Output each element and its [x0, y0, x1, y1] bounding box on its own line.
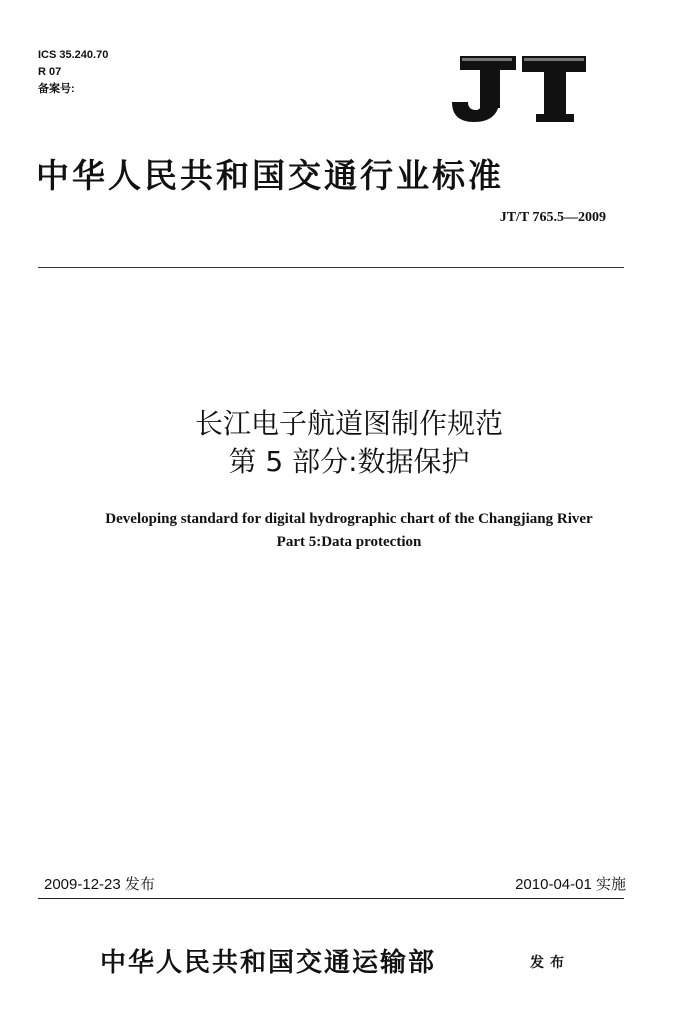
document-title-en [0, 508, 698, 554]
title-en-line1: Developing standard for digital hydrographic chart of the Changjiang River [105, 511, 593, 527]
header-divider [38, 267, 624, 268]
publisher-name: 中华人民共和国交通运输部 [100, 948, 437, 978]
publish-label: 发布 [530, 955, 570, 971]
record-number-label: 备案号: [38, 83, 75, 95]
footer-divider [38, 898, 624, 899]
meta-block [38, 47, 108, 98]
effective-date: 2010-04-01 实施 [515, 876, 626, 893]
issue-date: 2009-12-23 发布 [44, 876, 155, 893]
ics-code: ICS 35.240.70 [38, 49, 109, 61]
logo-text: JT [444, 50, 445, 51]
class-code: R 07 [38, 66, 62, 78]
document-title-zh [0, 405, 698, 481]
title-zh-line1: 长江电子航道图制作规范 [194, 407, 503, 440]
title-zh-line2: 第 5 部分:数据保护 [228, 445, 470, 478]
jt-logo [444, 50, 590, 126]
title-en-line2: Part 5:Data protection [276, 534, 422, 550]
standard-code: JT/T 765.5—2009 [499, 210, 606, 225]
standard-category-title: 中华人民共和国交通行业标准 [36, 156, 504, 195]
